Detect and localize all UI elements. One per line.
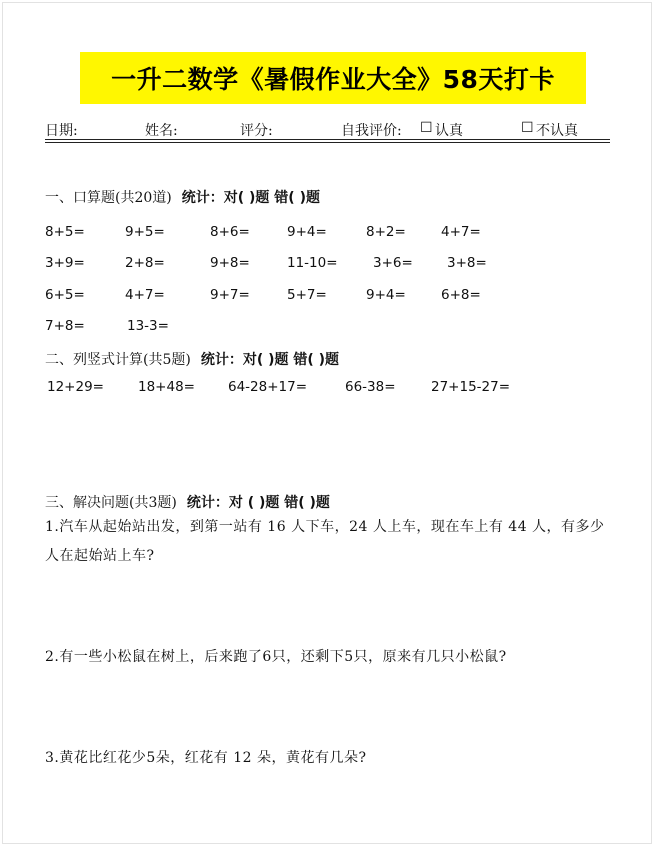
calc-item: 9+5= <box>125 224 165 240</box>
calc-item: 3+6= <box>373 255 413 271</box>
vertical-calc-item: 18+48= <box>138 379 195 395</box>
calc-item: 7+8= <box>45 318 85 334</box>
problem-1: 1.汽车从起始站出发，到第一站有 16 人下车，24 人上车，现在车上有 44 人，有多少人在起始站上车? <box>45 519 605 564</box>
name-label: 姓名: <box>145 123 178 139</box>
calc-item: 2+8= <box>125 255 165 271</box>
calc-item: 13-3= <box>127 318 169 334</box>
calc-row <box>0 255 654 275</box>
section3-heading: 三、解决问题(共3题) <box>45 495 177 511</box>
date-label: 日期: <box>45 123 78 139</box>
checkbox-icon[interactable]: ☐ <box>420 120 433 136</box>
option-serious: 认真 <box>435 123 463 139</box>
vertical-calc-item: 64-28+17= <box>228 379 308 395</box>
calc-item: 9+8= <box>210 255 250 271</box>
calc-item: 4+7= <box>125 287 165 303</box>
section3-header <box>45 492 330 512</box>
calc-row <box>0 318 654 338</box>
calc-item: 5+7= <box>287 287 327 303</box>
calc-item: 9+4= <box>287 224 327 240</box>
section2-header <box>45 349 339 369</box>
info-underline <box>45 139 610 140</box>
calc-item: 8+5= <box>45 224 85 240</box>
section1-header <box>45 187 320 207</box>
section1-heading: 一、口算题(共20道) <box>45 190 172 206</box>
problem-2: 2.有一些小松鼠在树上，后来跑了6只，还剩下5只，原来有几只小松鼠? <box>45 649 507 665</box>
section1-stat: 统计：对( )题 错( )题 <box>181 190 320 206</box>
calc-item: 3+8= <box>447 255 487 271</box>
section3-stat: 统计：对 ( )题 错( )题 <box>186 495 330 511</box>
option-not-serious: 不认真 <box>536 123 578 139</box>
vertical-calc-item: 66-38= <box>345 379 396 395</box>
problem-3: 3.黄花比红花少5朵，红花有 12 朵，黄花有几朵? <box>45 750 367 766</box>
calc-item: 6+5= <box>45 287 85 303</box>
calc-row <box>0 287 654 307</box>
calc-item: 4+7= <box>441 224 481 240</box>
vertical-calc-item: 27+15-27= <box>431 379 511 395</box>
self-eval-label: 自我评价: <box>341 123 402 139</box>
calc-item: 8+2= <box>366 224 406 240</box>
calc-item: 3+9= <box>45 255 85 271</box>
vertical-calc-item: 12+29= <box>47 379 104 395</box>
score-label: 评分: <box>240 123 273 139</box>
section2-stat: 统计：对( )题 错( )题 <box>200 352 340 368</box>
title-banner <box>80 52 586 104</box>
calc-item: 8+6= <box>210 224 250 240</box>
calc-item: 11-10= <box>287 255 338 271</box>
vertical-calc-row <box>0 379 654 399</box>
calc-item: 9+4= <box>366 287 406 303</box>
page-title: 一升二数学《暑假作业大全》58天打卡 <box>111 65 555 94</box>
calc-item: 9+7= <box>210 287 250 303</box>
checkbox-icon[interactable]: ☐ <box>521 120 534 136</box>
calc-row <box>0 224 654 244</box>
info-underline-double <box>45 142 610 143</box>
calc-item: 6+8= <box>441 287 481 303</box>
section2-heading: 二、列竖式计算(共5题) <box>45 352 191 368</box>
